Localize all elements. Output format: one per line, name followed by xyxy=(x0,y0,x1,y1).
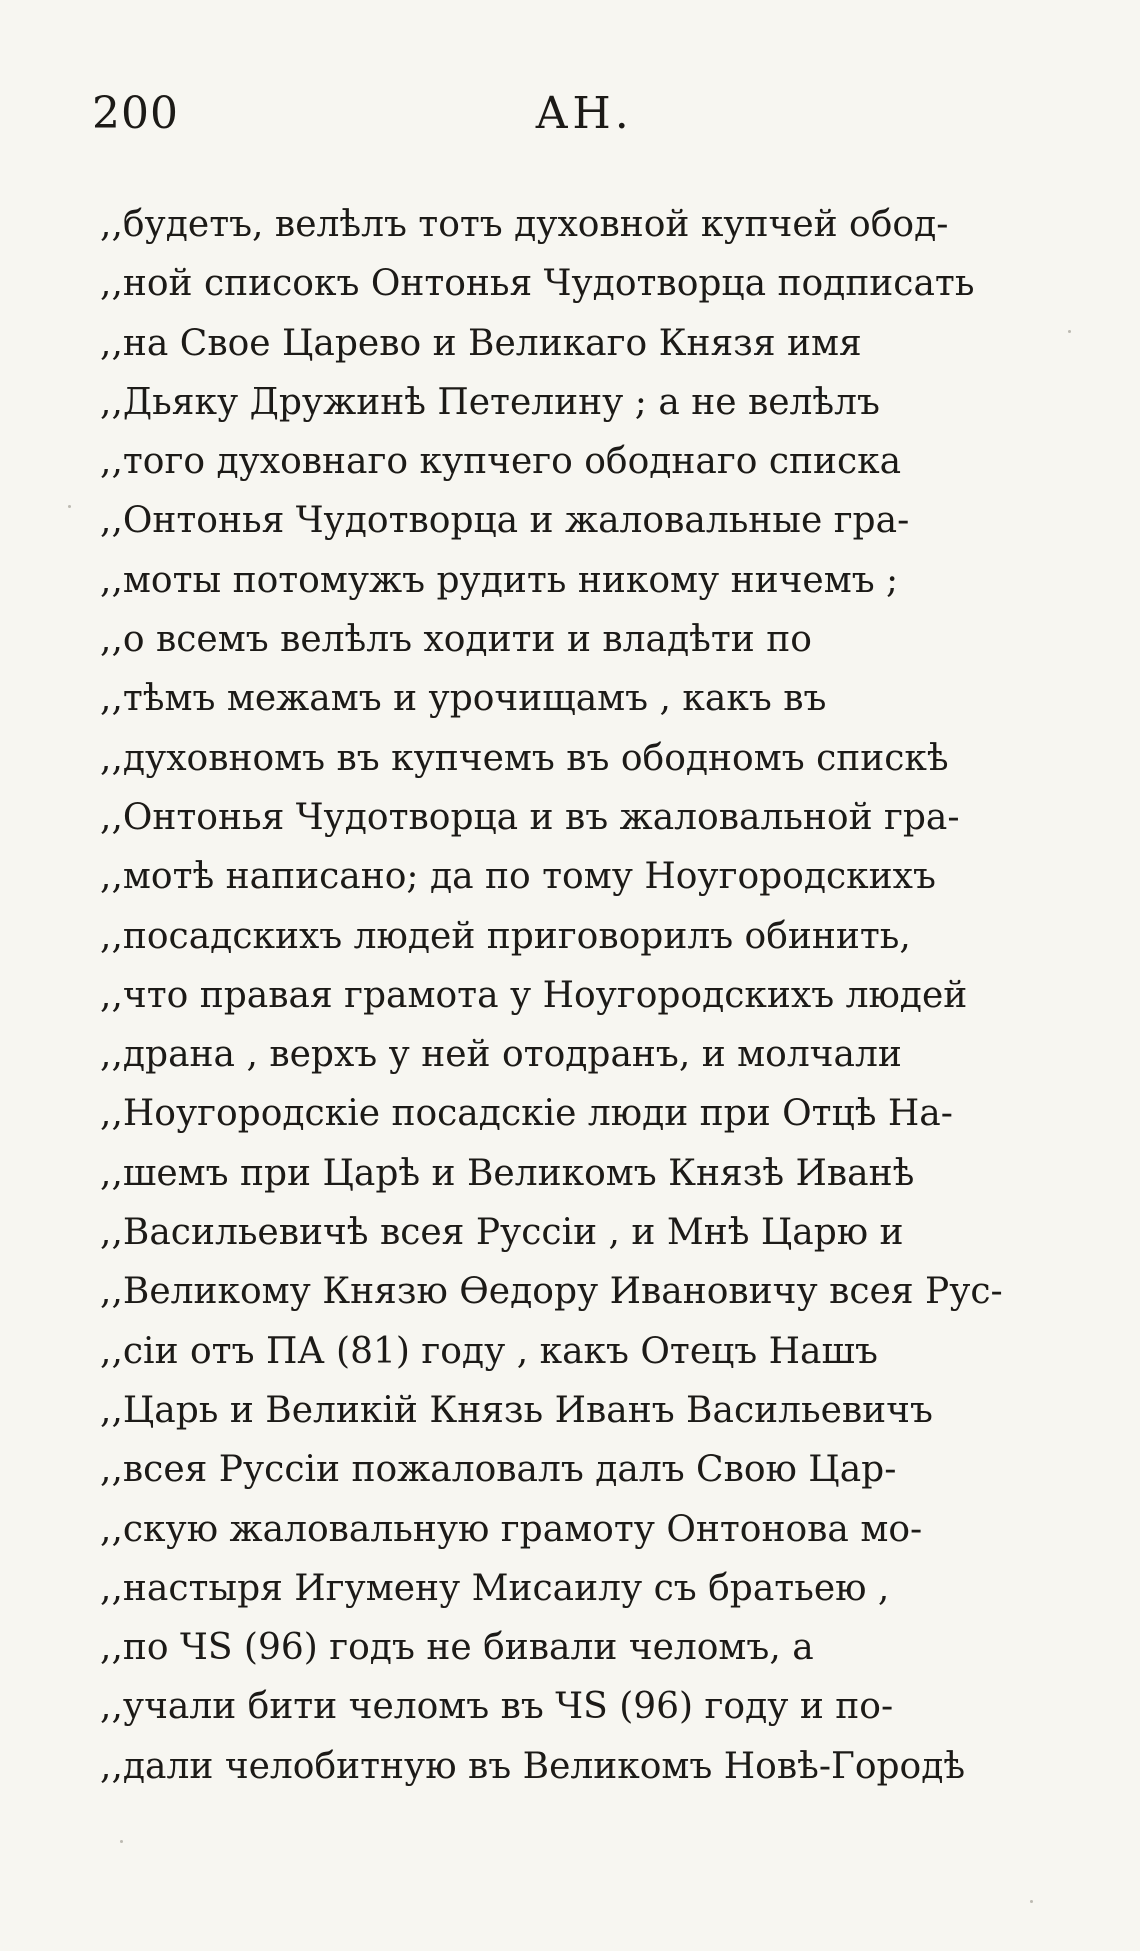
text-line: ,,моты потомужъ рудить никому ничемъ ; xyxy=(100,559,899,601)
text-line: ,,что правая грамота у Ноугородскихъ людей xyxy=(100,974,968,1016)
text-line: ,,мотѣ написано; да по тому Ноугородскихъ xyxy=(100,856,936,898)
text-line: ,,учали бити челомъ въ ЧS (96) году и по- xyxy=(100,1686,894,1728)
text-line: ,,Онтонья Чудотворца и въ жаловальной гра- xyxy=(100,796,960,838)
text-line: ,,посадскихъ людей приговорилъ обинить, xyxy=(100,915,911,957)
text-line: ,,всея Руссіи пожаловалъ далъ Свою Цар- xyxy=(100,1449,897,1491)
text-line: ,,скую жаловальную грамоту Онтонова мо- xyxy=(100,1508,923,1550)
text-line: ,,по ЧS (96) годъ не бивали челомъ, а xyxy=(100,1627,814,1669)
text-line: ,,будетъ, велѣлъ тотъ духовной купчей обод- xyxy=(100,204,949,245)
text-line: ,,шемъ при Царѣ и Великомъ Князѣ Иванѣ xyxy=(100,1152,915,1194)
text-line: ,,духовномъ въ купчемъ въ ободномъ спискѣ xyxy=(100,737,949,779)
text-line: ,,Онтонья Чудотворца и жаловальные гра- xyxy=(100,500,910,542)
text-line: ,,того духовнаго купчего ободнаго списка xyxy=(100,441,902,483)
text-line: ,,ной списокъ Онтонья Чудотворца подписать xyxy=(100,263,975,305)
paper-speck xyxy=(1068,330,1071,333)
text-line: ,,дали челобитную въ Великомъ Новѣ-Городѣ xyxy=(100,1745,966,1787)
text-line: ,,сіи отъ ПА (81) году , какъ Отецъ Нашъ xyxy=(100,1330,878,1372)
text-line: ,,тѣмъ межамъ и урочищамъ , какъ въ xyxy=(100,678,827,720)
text-line: ,,на Свое Царево и Великаго Князя имя xyxy=(100,322,862,364)
running-head: АН. xyxy=(535,88,633,139)
text-line: ,,драна , верхъ у ней отодранъ, и молчали xyxy=(100,1034,902,1076)
text-line: ,,Ноугородскіе посадскіе люди при Отцѣ На- xyxy=(100,1093,953,1135)
page-number: 200 xyxy=(92,88,179,139)
text-line: ,,Дьяку Дружинѣ Петелину ; а не велѣлъ xyxy=(100,381,880,423)
paper-speck xyxy=(1030,1900,1033,1903)
body-text xyxy=(100,195,1060,1796)
text-line: ,,Великому Князю Өедору Ивановичу всея Рус- xyxy=(100,1271,1003,1313)
paper-speck xyxy=(68,505,71,508)
text-line: ,,Царь и Великій Князь Иванъ Васильевичъ xyxy=(100,1389,933,1431)
paper-speck xyxy=(120,1840,123,1843)
text-line: ,,настыря Игумену Мисаилу съ братьею , xyxy=(100,1567,890,1609)
text-line: ,,Васильевичѣ всея Руссіи , и Мнѣ Царю и xyxy=(100,1212,904,1254)
text-line: ,,о всемъ велѣлъ ходити и владѣти по xyxy=(100,619,812,661)
